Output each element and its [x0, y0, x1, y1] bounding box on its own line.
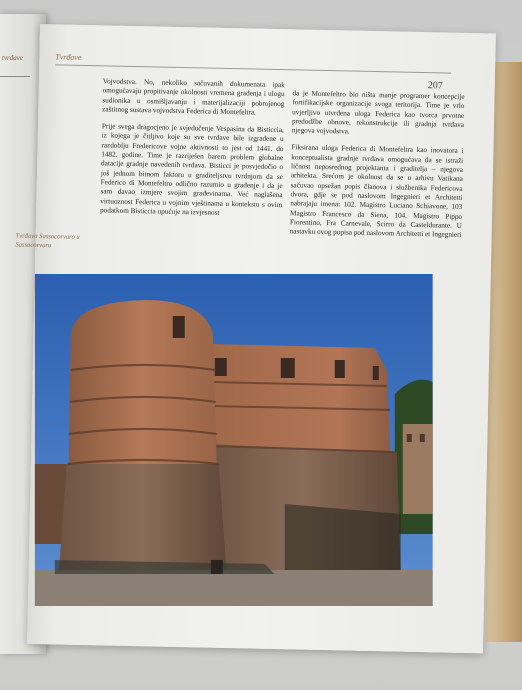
page-number: 207 — [427, 80, 443, 92]
fortress-photo — [35, 274, 433, 606]
paragraph: Prije svega dragocjeno je svjedočenje Vespasina da Bisticcia, iz kojega je čitljivo koje su sve tvrđave bile izgrađene u razdoblju Fredericove vojne aktivnosti to jest od 1441. do 1482. godine. Time je razriješen barem problem globalne datacije gradnje navedenih tvrđava. Bisticci je posvjedočio o još jednom bitnom faktoru u graditeljstvu tvrdnjom da se Federico di Montefeltro odlično razumio u građenje i da je sam davao izmjere svojim građevinama. Već naglašena virtuoznost Federica u vojnim vještinama u kontekstu s ovim podatkom Bisticcia upućuje na izvjesnost — [100, 122, 284, 217]
ground — [35, 570, 433, 606]
tower-window — [173, 316, 185, 338]
window — [335, 360, 345, 378]
paragraph: Fiksirana uloga Federica di Montefeltra kao inovatora i konceptualista gradnje tvrđava omogućava da se istraži ličnost neposrednog projektanta i graditelja – njegova arhitekta. Srećom je okolnost da se u arhivu Vatikana sačuvao opsežan popis članova i službenika Federicova dvora, gdje se pod naslovom Ingegnieri et Architetti nabrajaju imena: 102. Magistro Luciano Schiavone, 103 Magistro Francesco da Siena, 104. Magistro Pippo Fiorentino, Fra Carnevale, Scirro da Casteldurante. U nastavku ovog popisa pod naslovom Architetti et Ingegnieri — [289, 143, 464, 240]
fortress-illustration — [35, 274, 433, 606]
text-column-left — [100, 77, 285, 227]
book-page — [15, 24, 496, 653]
round-tower — [69, 300, 217, 464]
text-column-right — [289, 89, 464, 248]
left-page-rule — [0, 76, 30, 77]
running-header: Tvrđave — [55, 52, 82, 62]
header-rule — [55, 64, 451, 73]
paragraph: Vojvodstva. No, nekoliko sačuvanih dokumenata ipak omogućavaju propitivanje okolnosti vremena građenja i ulogu sudionika u osmišljavanju i materijalizaciji pobrojenog zaštitnog sustava vojvodstva Federica di Montefeltra. — [102, 77, 285, 117]
window — [281, 358, 295, 378]
shadow — [285, 504, 401, 574]
photo-caption: Tvrđava Sassocorvaro u Sassocorvaru — [15, 232, 80, 250]
window — [373, 366, 379, 380]
window — [215, 358, 227, 376]
paragraph: da je Montefeltro bio ništa manje programer koncepcije fortifikacijske organizacije svoga teritorija. Time je vrlo uvjerljivo utvrđena uloga Federica kao tvorca prvotne predodžbe obnove, rekonstrukcije ili gradnja tvrđava njegova vojvodstva. — [291, 89, 465, 136]
left-page-header: tvrđave — [2, 54, 23, 62]
tower-base — [59, 464, 227, 574]
